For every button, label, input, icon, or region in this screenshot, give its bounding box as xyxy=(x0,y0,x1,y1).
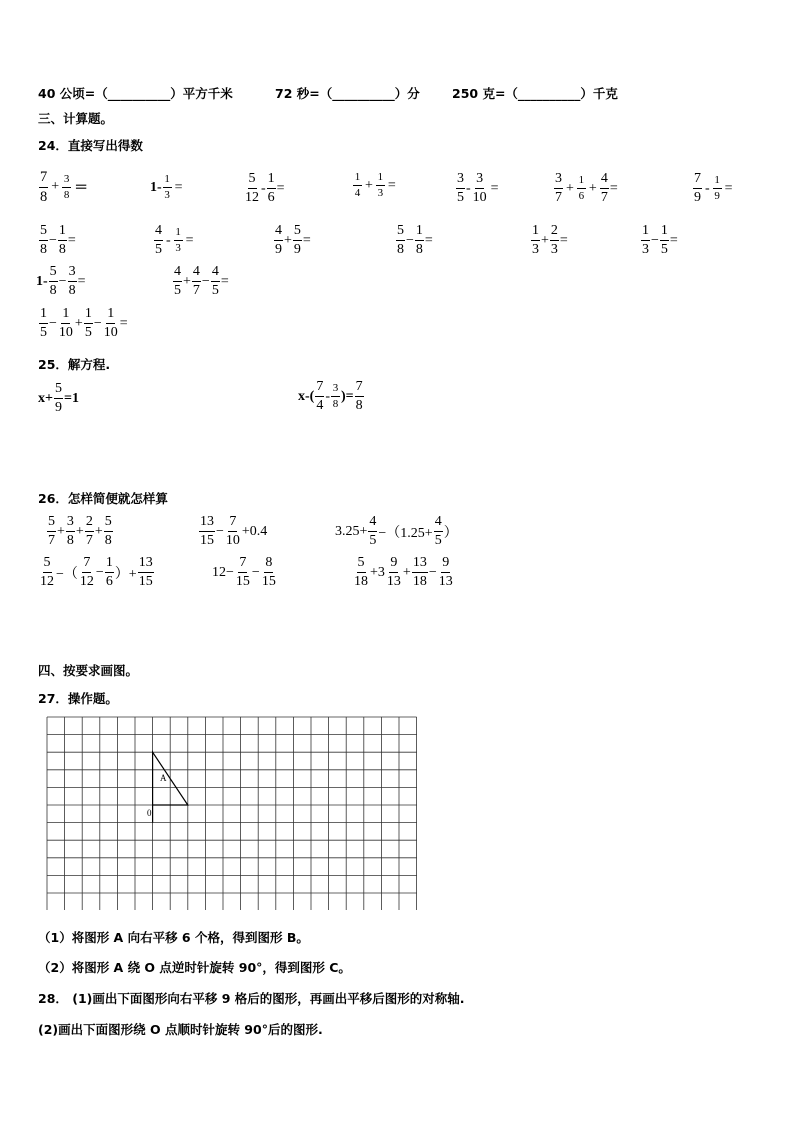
question-28-part-2: (2)画出下面图形绕 O 点顺时针旋转 90°后的图形. xyxy=(38,1022,323,1037)
question-27-part-1: （1）将图形 A 向右平移 6 个格，得到图形 B。 xyxy=(38,930,309,945)
fraction: $\frac{7}{4}$ xyxy=(316,379,324,413)
fraction: $\frac{3}{7}$ xyxy=(555,171,562,205)
fraction: $\frac{1}{6}$ xyxy=(105,555,113,589)
calc-10: $\frac{4}{9}$ + $\frac{5}{9}$ = xyxy=(275,223,311,257)
square-grid[interactable] xyxy=(46,716,424,910)
question-25-title: 25．解方程. xyxy=(38,357,111,372)
question-27-title: 27．操作题。 xyxy=(38,691,118,706)
calc-6: $\frac{3}{7}$ + $\frac{1}{6}$ + $\frac{4}{7}$ = xyxy=(555,171,618,205)
calc-7: $\frac{7}{9}$ - $\frac{1}{9}$ = xyxy=(694,171,733,205)
fraction: $\frac{1}{3}$ xyxy=(532,223,539,257)
fraction: $\frac{4}{5}$ xyxy=(369,514,377,548)
unit-conversion-grams: 250 克=（__________）千克 xyxy=(452,86,618,101)
unit-conversion-hectare: 40 公顷=（__________）平方千米 xyxy=(38,86,233,101)
fraction: $\frac{7}{10}$ xyxy=(225,514,240,548)
simplify-6: $\frac{5}{18}$ +3 $\frac{9}{13}$ + $\frac{13}{18}$ − $\frac{9}{13}$ xyxy=(354,555,453,589)
fraction: $\frac{1}{6}$ xyxy=(267,171,275,205)
fraction: $\frac{3}{8}$ xyxy=(68,264,76,298)
fraction: $\frac{3}{5}$ xyxy=(457,171,464,205)
fraction: $\frac{1}{8}$ xyxy=(58,223,66,257)
fraction: $\frac{5}{9}$ xyxy=(54,381,62,415)
fraction: $\frac{3}{8}$ xyxy=(332,382,339,410)
calc-13: $\frac{1}{3}$ − $\frac{1}{5}$ = xyxy=(642,223,678,257)
calc-8: $\frac{5}{8}$ − $\frac{1}{8}$ = xyxy=(40,223,76,257)
fraction: $\frac{1}{8}$ xyxy=(415,223,423,257)
fraction: $\frac{5}{12}$ xyxy=(40,555,54,589)
fraction: $\frac{1}{3}$ xyxy=(175,226,181,254)
calc-12: $\frac{1}{3}$ + $\frac{2}{3}$ = xyxy=(532,223,568,257)
calc-3: $\frac{5}{12}$ - $\frac{1}{6}$ = xyxy=(245,171,285,205)
fraction: $\frac{1}{3}$ xyxy=(377,171,384,199)
calc-2: 1- $\frac{1}{3}$ = xyxy=(150,173,183,201)
fraction: $\frac{1}{5}$ xyxy=(84,306,92,340)
label-O: 0 xyxy=(147,808,152,818)
fraction: $\frac{4}{5}$ xyxy=(211,264,219,298)
unit-conversion-seconds: 72 秒=（__________）分 xyxy=(275,86,420,101)
fraction: $\frac{9}{13}$ xyxy=(438,555,453,589)
fraction: $\frac{1}{3}$ xyxy=(164,173,170,201)
fraction: $\frac{5}{12}$ xyxy=(245,171,259,205)
fraction: $\frac{1}{5}$ xyxy=(660,223,668,257)
fraction: $\frac{1}{10}$ xyxy=(58,306,73,340)
calc-16: $\frac{1}{5}$ − $\frac{1}{10}$ + $\frac{1}{5}$ − $\frac{1}{10}$ = xyxy=(40,306,128,340)
fraction: $\frac{4}{9}$ xyxy=(275,223,282,257)
section-4-heading: 四、按要求画图。 xyxy=(38,663,139,678)
simplify-1: $\frac{5}{7}$ + $\frac{3}{8}$ + $\frac{2}{7}$ + $\frac{5}{8}$ xyxy=(48,514,112,548)
fraction: $\frac{5}{8}$ xyxy=(40,223,47,257)
simplify-3: 3.25+ $\frac{4}{5}$ −（1.25+ $\frac{4}{5}$ ） xyxy=(335,514,458,548)
calc-11: $\frac{5}{8}$ − $\frac{1}{8}$ = xyxy=(397,223,433,257)
fraction: $\frac{1}{10}$ xyxy=(103,306,118,340)
fraction: $\frac{5}{9}$ xyxy=(293,223,301,257)
fraction: $\frac{4}{5}$ xyxy=(174,264,181,298)
fraction: $\frac{7}{12}$ xyxy=(79,555,94,589)
calc-15: $\frac{4}{5}$ + $\frac{4}{7}$ − $\frac{4}{5}$ = xyxy=(174,264,229,298)
equation-2: x-( $\frac{7}{4}$ - $\frac{3}{8}$ )= $\frac{7}{8}$ xyxy=(298,379,363,413)
fraction: $\frac{5}{8}$ xyxy=(397,223,404,257)
fraction: $\frac{5}{7}$ xyxy=(48,514,55,548)
equation-1: x+ $\frac{5}{9}$ =1 xyxy=(38,381,79,415)
fraction: $\frac{3}{8}$ xyxy=(66,514,74,548)
question-28-part-1: 28． (1)画出下面图形向右平移 9 格后的图形，再画出平移后图形的对称轴. xyxy=(38,991,465,1006)
fraction: $\frac{1}{5}$ xyxy=(40,306,47,340)
fraction: $\frac{13}{18}$ xyxy=(412,555,427,589)
fraction: $\frac{4}{5}$ xyxy=(155,223,162,257)
fraction: $\frac{13}{15}$ xyxy=(200,514,214,548)
label-A: A xyxy=(160,773,167,783)
fraction: $\frac{8}{15}$ xyxy=(261,555,276,589)
calc-14: 1- $\frac{5}{8}$ − $\frac{3}{8}$ = xyxy=(36,264,86,298)
fraction: $\frac{1}{9}$ xyxy=(714,174,720,202)
fraction: $\frac{3}{10}$ xyxy=(472,171,487,205)
calc-5: $\frac{3}{5}$ - $\frac{3}{10}$ = xyxy=(457,171,499,205)
calc-4: $\frac{1}{4}$ + $\frac{1}{3}$ = xyxy=(354,171,396,199)
fraction: $\frac{1}{4}$ xyxy=(354,171,361,199)
fraction: $\frac{9}{13}$ xyxy=(386,555,401,589)
calc-9: $\frac{4}{5}$ - $\frac{1}{3}$ = xyxy=(155,223,194,257)
fraction: $\frac{7}{8}$ xyxy=(40,169,48,205)
fraction: $\frac{2}{3}$ xyxy=(550,223,558,257)
question-27-part-2: （2）将图形 A 绕 O 点逆时针旋转 90°，得到图形 C。 xyxy=(38,960,351,975)
fraction: $\frac{7}{15}$ xyxy=(235,555,250,589)
fraction: $\frac{5}{8}$ xyxy=(49,264,57,298)
fraction: $\frac{7}{9}$ xyxy=(694,171,701,205)
fraction: $\frac{3}{8}$ xyxy=(63,172,70,201)
calc-1: $\frac{7}{8}$ + $\frac{3}{8}$ ＝ xyxy=(40,169,89,205)
fraction: $\frac{1}{6}$ xyxy=(578,174,585,202)
question-26-title: 26．怎样简便就怎样算 xyxy=(38,491,168,506)
fraction: $\frac{7}{8}$ xyxy=(355,379,363,413)
fraction: $\frac{2}{7}$ xyxy=(85,514,93,548)
section-3-heading: 三、计算题。 xyxy=(38,111,114,126)
fraction: $\frac{4}{5}$ xyxy=(434,514,442,548)
simplify-4: $\frac{5}{12}$ −（ $\frac{7}{12}$ − $\frac{1}{6}$ ）+ $\frac{13}{15}$ xyxy=(40,555,153,589)
simplify-2: $\frac{13}{15}$ − $\frac{7}{10}$ +0.4 xyxy=(200,514,268,548)
question-24-title: 24．直接写出得数 xyxy=(38,138,143,153)
simplify-5: 12− $\frac{7}{15}$ − $\frac{8}{15}$ xyxy=(212,555,276,589)
fraction: $\frac{5}{8}$ xyxy=(104,514,112,548)
fraction: $\frac{4}{7}$ xyxy=(192,264,200,298)
fraction: $\frac{13}{15}$ xyxy=(138,555,153,589)
fraction: $\frac{1}{3}$ xyxy=(642,223,649,257)
fraction: $\frac{4}{7}$ xyxy=(600,171,608,205)
fraction: $\frac{5}{18}$ xyxy=(354,555,368,589)
